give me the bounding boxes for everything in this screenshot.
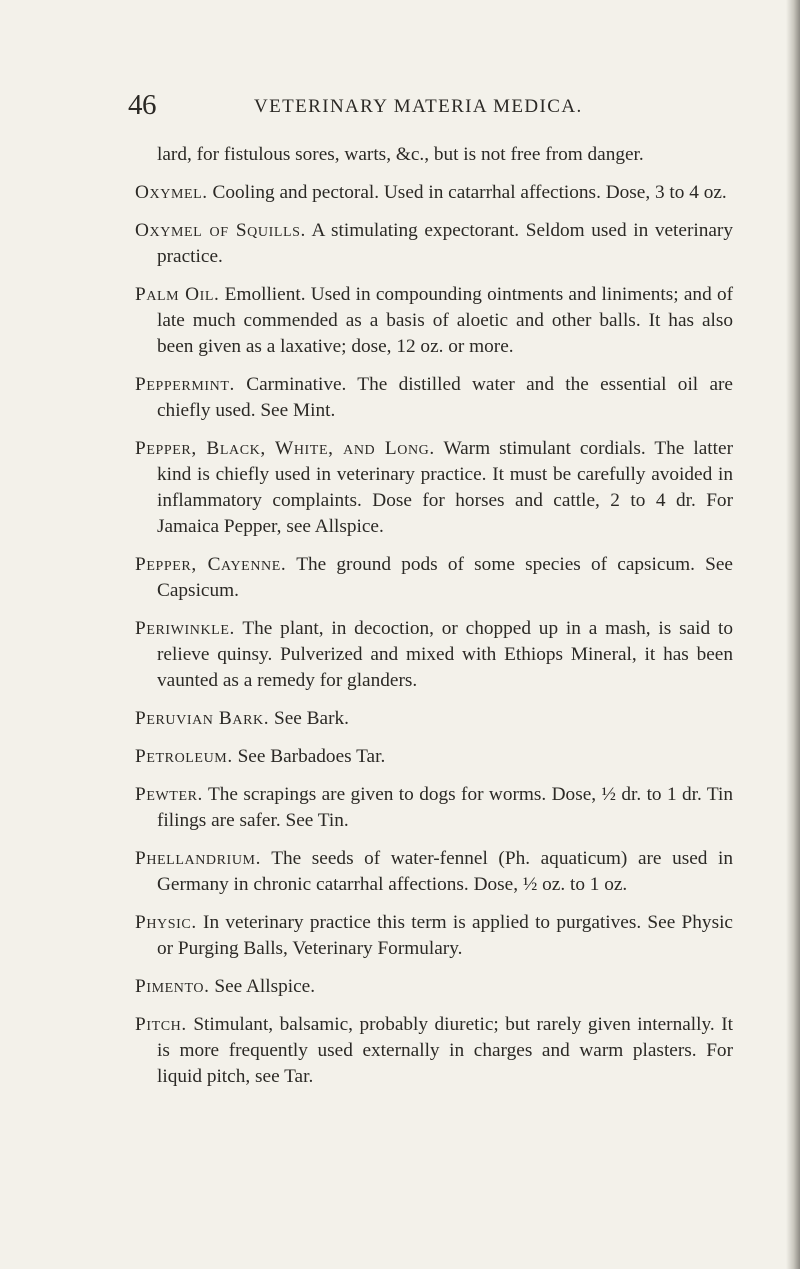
entry-continuation (135, 142, 733, 168)
entry-pepper-cayenne (135, 552, 733, 604)
entry-text: See Bark. (269, 708, 349, 729)
entry-term: Oxymel of Squills. (135, 220, 306, 241)
entry-text: The seeds of water-fennel (Ph. aquaticum) are used in Germany in chronic catarrhal affections. Dose, ½ oz. to 1 oz. (157, 848, 733, 895)
running-head: VETERINARY MATERIA MEDICA. (254, 96, 583, 117)
page-body (135, 142, 733, 1102)
entry-term: Peruvian Bark. (135, 708, 270, 729)
entry-term: Phellandrium. (135, 848, 261, 869)
entry-oxymel-of-squills (135, 218, 733, 270)
entry-pewter (135, 782, 733, 834)
entry-text: Emollient. Used in compounding ointments and liniments; and of late much commended as a basis of aloetic and other balls. It has also been given as a laxative; dose, 12 oz. or more. (157, 284, 734, 357)
entry-text: Carminative. The distilled water and the essential oil are chiefly used. See Mint. (157, 374, 733, 421)
entry-petroleum (135, 744, 733, 770)
entry-term: Peppermint. (135, 374, 235, 395)
entry-text: lard, for fistulous sores, warts, &c., but is not free from danger. (157, 144, 644, 165)
entry-pitch (135, 1012, 733, 1090)
page-header (128, 88, 728, 128)
entry-term: Pitch. (135, 1014, 187, 1035)
entry-term: Pimento. (135, 976, 210, 997)
entry-term: Physic. (135, 912, 197, 933)
entry-text: Stimulant, balsamic, probably diuretic; but rarely given internally. It is more frequently used externally in charges and warm plasters. For liquid pitch, see Tar. (157, 1014, 733, 1087)
entry-text: The scrapings are given to dogs for worms. Dose, ½ dr. to 1 dr. Tin filings are safer. See Tin. (157, 784, 733, 831)
entry-oxymel (135, 180, 733, 206)
page-number: 46 (128, 89, 156, 121)
entry-text: A stimulating expectorant. Seldom used in veterinary practice. (157, 220, 733, 267)
entry-term: Pepper, Black, White, and Long. (135, 438, 435, 459)
page-edge-shadow (786, 0, 800, 1269)
entry-term: Palm Oil. (135, 284, 220, 305)
entry-periwinkle (135, 616, 733, 694)
entry-text: The ground pods of some species of capsicum. See Capsicum. (157, 554, 733, 601)
entry-text: See Barbadoes Tar. (232, 746, 386, 767)
entry-text: In veterinary practice this term is applied to purgatives. See Physic or Purging Balls, Veterinary Formulary. (157, 912, 733, 959)
entry-text: The plant, in decoction, or chopped up in a mash, is said to relieve quinsy. Pulverized and mixed with Ethiops Mineral, it has been vaunted as a remedy for glanders. (157, 618, 733, 691)
entry-term: Pepper, Cayenne. (135, 554, 287, 575)
entry-phellandrium (135, 846, 733, 898)
entry-term: Oxymel. (135, 182, 208, 203)
entry-palm-oil (135, 282, 733, 360)
entry-text: See Allspice. (209, 976, 316, 997)
entry-physic (135, 910, 733, 962)
entry-peppermint (135, 372, 733, 424)
entry-text: Cooling and pectoral. Used in catarrhal affections. Dose, 3 to 4 oz. (207, 182, 727, 203)
entry-term: Pewter. (135, 784, 203, 805)
entry-peruvian-bark (135, 706, 733, 732)
entry-text: Warm stimulant cordials. The latter kind is chiefly used in veterinary practice. It must be carefully avoided in inflammatory complaints. Dose for horses and cattle, 2 to 4 dr. For Jamaica Pepper, see Allspice. (157, 438, 733, 537)
entry-term: Petroleum. (135, 746, 233, 767)
entry-pimento (135, 974, 733, 1000)
entry-term: Periwinkle. (135, 618, 235, 639)
entry-pepper-black-white-long (135, 436, 733, 540)
